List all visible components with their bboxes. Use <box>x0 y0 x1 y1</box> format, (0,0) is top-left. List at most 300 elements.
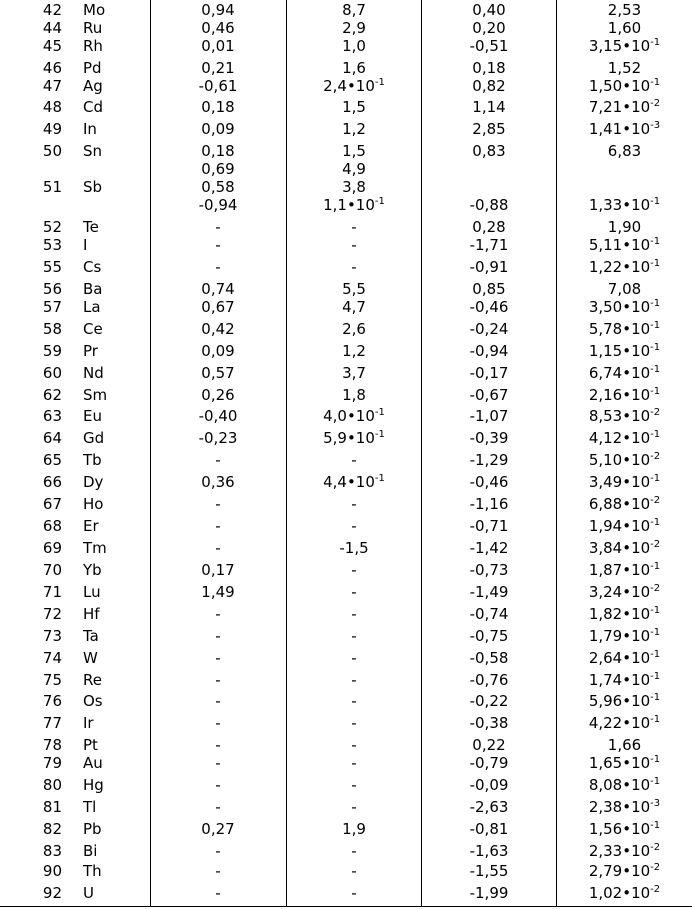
table-row <box>0 196 692 214</box>
column-3-cell <box>150 627 286 645</box>
cell-value: 5,9•10 <box>323 429 375 447</box>
cell-value: Ho <box>83 495 104 513</box>
cell-value: 1,9 <box>342 820 366 838</box>
cell-exponent: -1 <box>650 342 661 353</box>
table-row <box>0 884 692 902</box>
cell-value: - <box>351 649 357 667</box>
cell-value: 0,18 <box>201 142 235 160</box>
cell-value: 73 <box>42 627 62 645</box>
column-4-cell <box>287 59 421 77</box>
cell-value: - <box>215 884 221 902</box>
cell-value: 90 <box>42 862 62 880</box>
cell-exponent: -1 <box>650 649 661 660</box>
cell-value: -1,5 <box>339 539 369 557</box>
cell-exponent: -3 <box>650 120 661 131</box>
cell-value: 1,6 <box>342 59 366 77</box>
cell-value: 6,83 <box>607 142 642 160</box>
column-6-cell <box>557 236 692 257</box>
cell-value: 0,09 <box>201 120 235 138</box>
element-symbol-cell <box>83 178 102 196</box>
cell-value: -0,88 <box>469 196 509 214</box>
atomic-number-cell <box>0 364 62 382</box>
cell-value: 0,26 <box>201 386 235 404</box>
column-6-cell <box>557 561 692 582</box>
cell-exponent: -1 <box>650 605 661 616</box>
cell-value: 74 <box>42 649 62 667</box>
cell-value: 46 <box>42 59 62 77</box>
cell-value: - <box>215 605 221 623</box>
cell-value: 2,85 <box>472 120 506 138</box>
atomic-number-cell <box>0 386 62 404</box>
cell-value: -1,07 <box>469 407 509 425</box>
column-3-cell <box>150 429 286 447</box>
cell-value: - <box>351 776 357 794</box>
cell-value: 1,60 <box>607 19 642 37</box>
column-3-cell <box>150 77 286 95</box>
column-6-cell <box>557 280 692 298</box>
cell-value: Pd <box>83 59 102 77</box>
cell-value: 8,7 <box>342 1 366 19</box>
cell-value: 2,16•10 <box>588 386 651 404</box>
cell-value: 0,36 <box>201 473 235 491</box>
cell-value: 58 <box>42 320 62 338</box>
cell-value: 59 <box>42 342 62 360</box>
table-row <box>0 736 692 754</box>
column-3-cell <box>150 736 286 754</box>
column-3-cell <box>150 298 286 316</box>
column-6-cell <box>557 736 692 754</box>
cell-exponent: -1 <box>650 37 661 48</box>
atomic-number-cell <box>0 120 62 138</box>
table-row <box>0 178 692 196</box>
atomic-number-cell <box>0 692 62 710</box>
column-6-cell <box>557 862 692 883</box>
cell-value: -0,67 <box>469 386 509 404</box>
cell-value: - <box>351 884 357 902</box>
element-symbol-cell <box>83 298 101 316</box>
cell-value: 0,22 <box>472 736 506 754</box>
cell-value: - <box>215 649 221 667</box>
cell-value: 3,24•10 <box>588 583 651 601</box>
cell-value: Nd <box>83 364 104 382</box>
column-4-cell <box>287 561 421 579</box>
column-6-cell <box>557 884 692 905</box>
cell-value: -1,63 <box>469 842 509 860</box>
cell-value: - <box>351 842 357 860</box>
atomic-number-cell <box>0 218 62 236</box>
column-4-cell <box>287 605 421 623</box>
table-row <box>0 364 692 382</box>
atomic-number-cell <box>0 495 62 513</box>
atomic-number-cell <box>0 451 62 469</box>
element-symbol-cell <box>83 842 97 860</box>
cell-value: 2,4•10 <box>323 77 375 95</box>
column-5-cell <box>422 320 556 338</box>
cell-value: 0,83 <box>472 142 506 160</box>
table-row <box>0 142 692 160</box>
cell-value: -0,40 <box>198 407 238 425</box>
cell-value: - <box>215 692 221 710</box>
cell-value: -0,71 <box>469 517 509 535</box>
cell-value: Os <box>83 692 103 710</box>
cell-value: 1,15•10 <box>588 342 651 360</box>
cell-exponent: -2 <box>650 451 661 462</box>
cell-exponent: -1 <box>374 196 385 207</box>
element-symbol-cell <box>83 280 102 298</box>
cell-value: 8,53•10 <box>588 407 651 425</box>
cell-value: Pt <box>83 736 98 754</box>
cell-value: 75 <box>42 671 62 689</box>
column-6-cell <box>557 671 692 692</box>
cell-value: 2,79•10 <box>588 862 651 880</box>
atomic-number-cell <box>0 714 62 732</box>
column-3-cell <box>150 561 286 579</box>
cell-value: Tb <box>83 451 102 469</box>
column-4-cell <box>287 517 421 535</box>
cell-value: 1,8 <box>342 386 366 404</box>
cell-value: 1,2 <box>342 342 366 360</box>
column-3-cell <box>150 776 286 794</box>
cell-value: Re <box>83 671 102 689</box>
cell-value: 1,22•10 <box>588 258 651 276</box>
column-4-cell <box>287 754 421 772</box>
element-symbol-cell <box>83 583 101 601</box>
column-3-cell <box>150 342 286 360</box>
element-symbol-cell <box>83 320 103 338</box>
cell-value: 1,2 <box>342 120 366 138</box>
cell-value: - <box>215 798 221 816</box>
cell-value: 0,58 <box>201 178 235 196</box>
column-5-cell <box>422 258 556 276</box>
column-3-cell <box>150 320 286 338</box>
column-4-cell <box>287 298 421 316</box>
element-symbol-cell <box>83 671 102 689</box>
column-3-cell <box>150 178 286 196</box>
cell-value: 0,82 <box>472 77 506 95</box>
column-4-cell <box>287 473 421 494</box>
table-row <box>0 842 692 860</box>
column-6-cell <box>557 714 692 735</box>
cell-value: 1,65•10 <box>588 754 651 772</box>
cell-value: 4,7 <box>342 298 366 316</box>
cell-value: - <box>351 605 357 623</box>
cell-exponent: -1 <box>650 561 661 572</box>
cell-value: 79 <box>42 754 62 772</box>
cell-exponent: -1 <box>650 517 661 528</box>
cell-value: 4,0•10 <box>323 407 375 425</box>
column-5-cell <box>422 820 556 838</box>
column-4-cell <box>287 178 421 196</box>
cell-value: Bi <box>83 842 98 860</box>
cell-value: 0,46 <box>201 19 235 37</box>
table-row <box>0 77 692 95</box>
column-5-cell <box>422 142 556 160</box>
element-symbol-cell <box>83 429 104 447</box>
column-6-cell <box>557 218 692 236</box>
column-5-cell <box>422 218 556 236</box>
column-5-cell <box>422 495 556 513</box>
column-3-cell <box>150 605 286 623</box>
cell-exponent: -1 <box>374 473 385 484</box>
cell-value: 71 <box>42 583 62 601</box>
column-5-cell <box>422 884 556 902</box>
cell-value: Ir <box>83 714 94 732</box>
column-5-cell <box>422 451 556 469</box>
column-3-cell <box>150 754 286 772</box>
cell-value: 5,96•10 <box>588 692 651 710</box>
cell-exponent: -1 <box>374 429 385 440</box>
element-symbol-cell <box>83 1 105 19</box>
column-5-cell <box>422 714 556 732</box>
column-6-cell <box>557 583 692 604</box>
cell-value: 72 <box>42 605 62 623</box>
column-4-cell <box>287 736 421 754</box>
element-symbol-cell <box>83 386 107 404</box>
cell-value: 5,10•10 <box>588 451 651 469</box>
column-5-cell <box>422 517 556 535</box>
cell-exponent: -3 <box>650 798 661 809</box>
element-symbol-cell <box>83 539 107 557</box>
column-6-cell <box>557 429 692 450</box>
cell-value: 45 <box>42 37 62 55</box>
atomic-number-cell <box>0 429 62 447</box>
element-symbol-cell <box>83 19 102 37</box>
cell-value: -1,55 <box>469 862 509 880</box>
cell-value: -1,16 <box>469 495 509 513</box>
cell-value: Ce <box>83 320 103 338</box>
cell-exponent: -1 <box>650 473 661 484</box>
column-4-cell <box>287 218 421 236</box>
table-row <box>0 37 692 55</box>
cell-value: 69 <box>42 539 62 557</box>
column-3-cell <box>150 451 286 469</box>
column-5-cell <box>422 386 556 404</box>
cell-value: 1,82•10 <box>588 605 651 623</box>
cell-value: -0,51 <box>469 37 509 55</box>
cell-value: 0,42 <box>201 320 235 338</box>
cell-value: 0,01 <box>201 37 235 55</box>
column-3-cell <box>150 120 286 138</box>
column-5-cell <box>422 776 556 794</box>
table-bottom-border <box>0 906 692 907</box>
cell-value: 2,38•10 <box>588 798 651 816</box>
cell-exponent: -1 <box>650 692 661 703</box>
cell-value: - <box>215 754 221 772</box>
column-3-cell <box>150 258 286 276</box>
cell-value: - <box>215 671 221 689</box>
cell-value: 1,94•10 <box>588 517 651 535</box>
column-4-cell <box>287 120 421 138</box>
cell-value: 0,17 <box>201 561 235 579</box>
column-4-cell <box>287 798 421 816</box>
cell-exponent: -2 <box>650 842 661 853</box>
cell-value: 66 <box>42 473 62 491</box>
column-3-cell <box>150 884 286 902</box>
column-3-cell <box>150 495 286 513</box>
cell-value: Hg <box>83 776 104 794</box>
cell-value: 7,08 <box>607 280 642 298</box>
table-row <box>0 714 692 732</box>
cell-value: 67 <box>42 495 62 513</box>
table-row <box>0 59 692 77</box>
cell-value: 0,57 <box>201 364 235 382</box>
table-row <box>0 451 692 469</box>
column-6-cell <box>557 320 692 341</box>
column-6-cell <box>557 37 692 58</box>
table-row <box>0 649 692 667</box>
element-symbol-cell <box>83 142 102 160</box>
cell-exponent: -2 <box>650 98 661 109</box>
cell-value: 1,49 <box>201 583 235 601</box>
cell-value: I <box>83 236 88 254</box>
atomic-number-cell <box>0 236 62 254</box>
element-symbol-cell <box>83 561 102 579</box>
atomic-number-cell <box>0 473 62 491</box>
column-4-cell <box>287 649 421 667</box>
cell-value: -0,38 <box>469 714 509 732</box>
cell-exponent: -1 <box>650 671 661 682</box>
column-5-cell <box>422 120 556 138</box>
table-row <box>0 407 692 425</box>
cell-exponent: -1 <box>650 776 661 787</box>
column-3-cell <box>150 714 286 732</box>
cell-value: -0,79 <box>469 754 509 772</box>
cell-value: -0,74 <box>469 605 509 623</box>
column-6-cell <box>557 605 692 626</box>
cell-exponent: -1 <box>650 77 661 88</box>
column-3-cell <box>150 59 286 77</box>
cell-value: 3,50•10 <box>588 298 651 316</box>
element-symbol-cell <box>83 407 102 425</box>
element-symbol-cell <box>83 820 102 838</box>
column-6-cell <box>557 98 692 119</box>
cell-value: 4,22•10 <box>588 714 651 732</box>
cell-value: 60 <box>42 364 62 382</box>
element-symbol-cell <box>83 37 103 55</box>
element-symbol-cell <box>83 120 97 138</box>
cell-value: 0,69 <box>201 160 235 178</box>
column-6-cell <box>557 77 692 98</box>
column-3-cell <box>150 160 286 178</box>
table-row <box>0 495 692 513</box>
column-4-cell <box>287 37 421 55</box>
table-row <box>0 298 692 316</box>
cell-value: 0,85 <box>472 280 506 298</box>
cell-value: -0,24 <box>469 320 509 338</box>
cell-value: 1,56•10 <box>588 820 651 838</box>
column-5-cell <box>422 37 556 55</box>
element-symbol-cell <box>83 627 99 645</box>
column-3-cell <box>150 142 286 160</box>
column-3-cell <box>150 692 286 710</box>
cell-value: 55 <box>42 258 62 276</box>
cell-exponent: -2 <box>650 539 661 550</box>
cell-value: - <box>351 451 357 469</box>
atomic-number-cell <box>0 842 62 860</box>
column-4-cell <box>287 364 421 382</box>
cell-value: 65 <box>42 451 62 469</box>
table-row <box>0 120 692 138</box>
column-5-cell <box>422 605 556 623</box>
cell-value: Hf <box>83 605 100 623</box>
table-row <box>0 280 692 298</box>
cell-value: - <box>351 671 357 689</box>
cell-exponent: -1 <box>650 298 661 309</box>
cell-value: 1,52 <box>607 59 642 77</box>
cell-exponent: -1 <box>650 627 661 638</box>
column-5-cell <box>422 407 556 425</box>
cell-value: - <box>351 495 357 513</box>
cell-value: -1,29 <box>469 451 509 469</box>
cell-value: 76 <box>42 692 62 710</box>
column-4-cell <box>287 671 421 689</box>
column-6-cell <box>557 473 692 494</box>
cell-value: 1,87•10 <box>588 561 651 579</box>
element-symbol-cell <box>83 77 103 95</box>
cell-value: 0,67 <box>201 298 235 316</box>
atomic-number-cell <box>0 884 62 902</box>
column-4-cell <box>287 196 421 217</box>
atomic-number-cell <box>0 627 62 645</box>
cell-exponent: -1 <box>650 386 661 397</box>
table-row <box>0 517 692 535</box>
cell-value: 78 <box>42 736 62 754</box>
cell-value: Au <box>83 754 103 772</box>
table-row <box>0 561 692 579</box>
cell-value: -2,63 <box>469 798 509 816</box>
table-row <box>0 386 692 404</box>
cell-value: 1,0 <box>342 37 366 55</box>
column-5-cell <box>422 539 556 557</box>
cell-value: -0,17 <box>469 364 509 382</box>
column-5-cell <box>422 473 556 491</box>
element-symbol-cell <box>83 605 100 623</box>
cell-exponent: -1 <box>650 429 661 440</box>
column-4-cell <box>287 820 421 838</box>
column-5-cell <box>422 342 556 360</box>
column-5-cell <box>422 59 556 77</box>
element-symbol-cell <box>83 884 94 902</box>
atomic-number-cell <box>0 776 62 794</box>
element-symbol-cell <box>83 736 98 754</box>
column-3-cell <box>150 196 286 214</box>
cell-value: 7,21•10 <box>588 98 651 116</box>
column-3-cell <box>150 236 286 254</box>
atomic-number-cell <box>0 258 62 276</box>
cell-value: - <box>215 736 221 754</box>
column-6-cell <box>557 692 692 713</box>
column-4-cell <box>287 884 421 902</box>
column-6-cell <box>557 539 692 560</box>
column-5-cell <box>422 1 556 19</box>
atomic-number-cell <box>0 862 62 880</box>
cell-value: 2,64•10 <box>588 649 651 667</box>
atomic-number-cell <box>0 1 62 19</box>
atomic-number-cell <box>0 342 62 360</box>
cell-value: 1,5 <box>342 142 366 160</box>
cell-value: 1,74•10 <box>588 671 651 689</box>
element-symbol-cell <box>83 714 94 732</box>
cell-value: - <box>215 539 221 557</box>
cell-value: -0,75 <box>469 627 509 645</box>
column-3-cell <box>150 19 286 37</box>
cell-value: Ag <box>83 77 103 95</box>
cell-value: -0,39 <box>469 429 509 447</box>
cell-value: Eu <box>83 407 102 425</box>
column-4-cell <box>287 142 421 160</box>
cell-value: 1,02•10 <box>588 884 651 902</box>
atomic-number-cell <box>0 280 62 298</box>
